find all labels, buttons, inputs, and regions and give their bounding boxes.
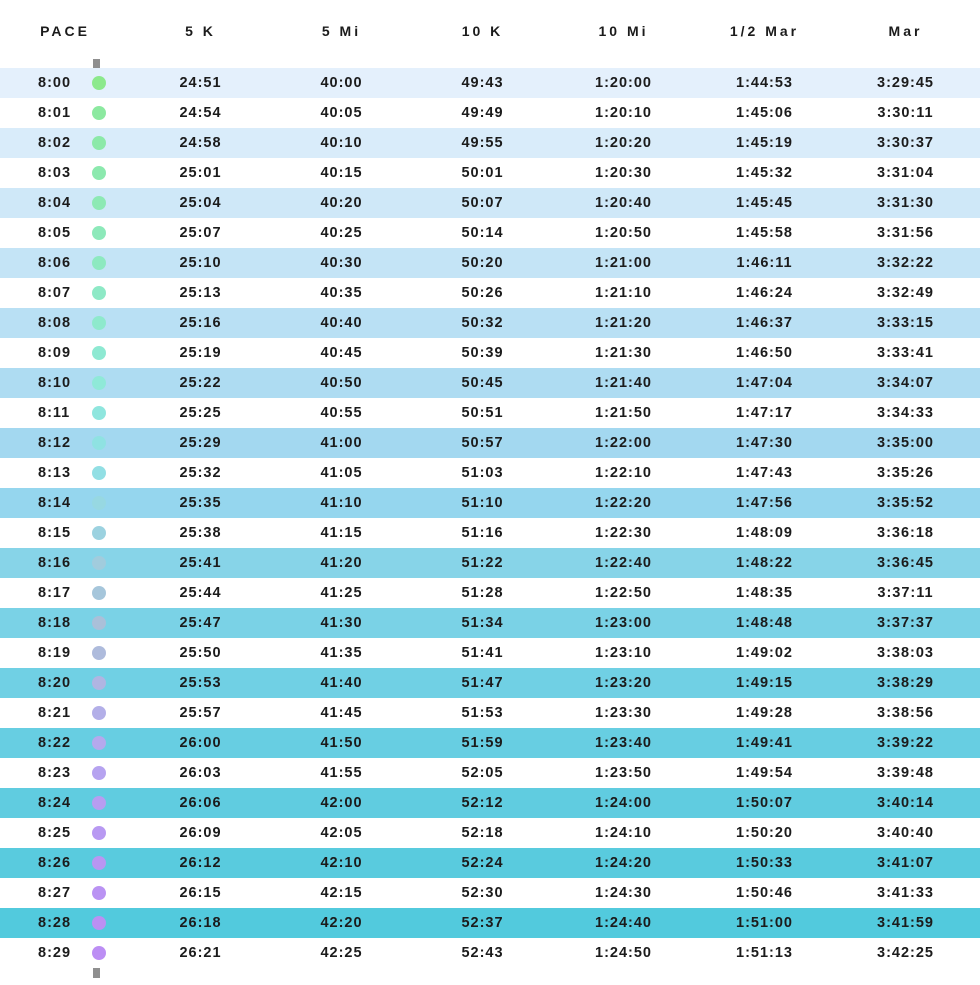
time-cell: 3:31:04 xyxy=(877,165,934,181)
time-cell: 1:48:35 xyxy=(736,585,793,601)
time-cell: 26:12 xyxy=(179,855,222,871)
table-row xyxy=(0,488,980,518)
time-cell: 1:45:06 xyxy=(736,105,793,121)
time-cell: 1:49:02 xyxy=(736,645,793,661)
time-cell: 52:12 xyxy=(461,795,504,811)
table-row xyxy=(0,188,980,218)
time-cell: 1:23:00 xyxy=(595,615,652,631)
time-cell: 1:20:40 xyxy=(595,195,652,211)
time-cell: 26:21 xyxy=(179,945,222,961)
time-cell: 40:15 xyxy=(320,165,363,181)
pace-cell: 8:02 xyxy=(0,135,130,151)
time-cell: 3:35:00 xyxy=(877,435,934,451)
time-cell: 1:49:41 xyxy=(736,735,793,751)
time-cell: 3:30:11 xyxy=(877,105,934,121)
time-cell: 41:25 xyxy=(320,585,363,601)
time-cell: 50:14 xyxy=(461,225,504,241)
table-row xyxy=(0,938,980,968)
time-cell: 50:39 xyxy=(461,345,504,361)
time-cell: 3:38:03 xyxy=(877,645,934,661)
pace-marker-dot-icon xyxy=(92,286,106,300)
pace-cell: 8:00 xyxy=(0,75,130,91)
pace-cell: 8:19 xyxy=(0,645,130,661)
time-cell: 3:41:59 xyxy=(877,915,934,931)
time-cell: 25:44 xyxy=(179,585,222,601)
time-cell: 1:51:13 xyxy=(736,945,793,961)
pace-marker-dot-icon xyxy=(92,376,106,390)
pace-cell: 8:01 xyxy=(0,105,130,121)
pace-marker-dot-icon xyxy=(92,916,106,930)
time-cell: 1:23:30 xyxy=(595,705,652,721)
pace-marker-dot-icon xyxy=(92,466,106,480)
time-cell: 51:16 xyxy=(461,525,504,541)
time-cell: 1:46:37 xyxy=(736,315,793,331)
time-cell: 25:29 xyxy=(179,435,222,451)
table-row xyxy=(0,248,980,278)
pace-marker-dot-icon xyxy=(92,826,106,840)
time-cell: 1:47:17 xyxy=(736,405,793,421)
time-cell: 50:01 xyxy=(461,165,504,181)
time-cell: 1:22:10 xyxy=(595,465,652,481)
time-cell: 1:22:40 xyxy=(595,555,652,571)
pace-cell: 8:29 xyxy=(0,945,130,961)
table-row xyxy=(0,728,980,758)
pace-cell: 8:06 xyxy=(0,255,130,271)
time-cell: 1:21:00 xyxy=(595,255,652,271)
time-cell: 3:34:07 xyxy=(877,375,934,391)
table-row xyxy=(0,788,980,818)
time-cell: 1:20:20 xyxy=(595,135,652,151)
time-cell: 24:51 xyxy=(179,75,222,91)
time-cell: 24:54 xyxy=(179,105,222,121)
table-row xyxy=(0,128,980,158)
table-row xyxy=(0,518,980,548)
pace-cell: 8:04 xyxy=(0,195,130,211)
pace-cell: 8:12 xyxy=(0,435,130,451)
time-cell: 3:37:37 xyxy=(877,615,934,631)
table-row xyxy=(0,698,980,728)
time-cell: 1:50:07 xyxy=(736,795,793,811)
time-cell: 41:15 xyxy=(320,525,363,541)
time-cell: 1:24:10 xyxy=(595,825,652,841)
time-cell: 42:15 xyxy=(320,885,363,901)
time-cell: 1:50:33 xyxy=(736,855,793,871)
time-cell: 3:30:37 xyxy=(877,135,934,151)
pace-cell: 8:05 xyxy=(0,225,130,241)
time-cell: 41:55 xyxy=(320,765,363,781)
table-row xyxy=(0,758,980,788)
time-cell: 3:35:26 xyxy=(877,465,934,481)
time-cell: 42:00 xyxy=(320,795,363,811)
pace-marker-dot-icon xyxy=(92,526,106,540)
time-cell: 41:35 xyxy=(320,645,363,661)
pace-marker-dot-icon xyxy=(92,316,106,330)
time-cell: 1:45:19 xyxy=(736,135,793,151)
column-header-5mi: 5 Mi xyxy=(321,23,362,39)
time-cell: 1:49:54 xyxy=(736,765,793,781)
pace-cell: 8:21 xyxy=(0,705,130,721)
time-cell: 50:32 xyxy=(461,315,504,331)
column-header-10mi: 10 Mi xyxy=(598,23,649,39)
column-header-5k: 5 K xyxy=(185,23,216,39)
column-header-pace: PACE xyxy=(40,23,90,39)
time-cell: 3:39:48 xyxy=(877,765,934,781)
time-cell: 1:47:43 xyxy=(736,465,793,481)
time-cell: 1:22:20 xyxy=(595,495,652,511)
time-cell: 41:20 xyxy=(320,555,363,571)
time-cell: 1:21:30 xyxy=(595,345,652,361)
pace-marker-dot-icon xyxy=(92,496,106,510)
pace-cell: 8:23 xyxy=(0,765,130,781)
time-cell: 1:20:50 xyxy=(595,225,652,241)
time-cell: 3:39:22 xyxy=(877,735,934,751)
time-cell: 1:24:50 xyxy=(595,945,652,961)
table-row xyxy=(0,68,980,98)
time-cell: 40:05 xyxy=(320,105,363,121)
time-cell: 3:32:22 xyxy=(877,255,934,271)
time-cell: 41:45 xyxy=(320,705,363,721)
pace-marker-dot-icon xyxy=(92,796,106,810)
pace-cell: 8:09 xyxy=(0,345,130,361)
table-row xyxy=(0,668,980,698)
time-cell: 40:50 xyxy=(320,375,363,391)
time-cell: 3:34:33 xyxy=(877,405,934,421)
pace-cell: 8:14 xyxy=(0,495,130,511)
pace-marker-dot-icon xyxy=(92,226,106,240)
time-cell: 3:37:11 xyxy=(877,585,934,601)
pace-cell: 8:27 xyxy=(0,885,130,901)
time-cell: 25:38 xyxy=(179,525,222,541)
pace-cell: 8:13 xyxy=(0,465,130,481)
pace-cell: 8:22 xyxy=(0,735,130,751)
time-cell: 1:48:09 xyxy=(736,525,793,541)
time-cell: 51:28 xyxy=(461,585,504,601)
time-cell: 42:10 xyxy=(320,855,363,871)
pace-marker-dot-icon xyxy=(92,766,106,780)
table-row xyxy=(0,218,980,248)
time-cell: 3:41:33 xyxy=(877,885,934,901)
pace-marker-dot-icon xyxy=(92,886,106,900)
time-cell: 3:31:30 xyxy=(877,195,934,211)
time-cell: 3:36:18 xyxy=(877,525,934,541)
table-row xyxy=(0,638,980,668)
pace-marker-dot-icon xyxy=(92,556,106,570)
time-cell: 1:22:30 xyxy=(595,525,652,541)
table-row xyxy=(0,278,980,308)
time-cell: 42:25 xyxy=(320,945,363,961)
time-cell: 1:20:10 xyxy=(595,105,652,121)
time-cell: 49:55 xyxy=(461,135,504,151)
time-cell: 3:35:52 xyxy=(877,495,934,511)
time-cell: 41:40 xyxy=(320,675,363,691)
time-cell: 51:53 xyxy=(461,705,504,721)
time-cell: 41:10 xyxy=(320,495,363,511)
time-cell: 50:07 xyxy=(461,195,504,211)
pace-cell: 8:24 xyxy=(0,795,130,811)
pace-cell: 8:15 xyxy=(0,525,130,541)
time-cell: 51:47 xyxy=(461,675,504,691)
time-cell: 52:05 xyxy=(461,765,504,781)
time-cell: 1:21:40 xyxy=(595,375,652,391)
time-cell: 51:03 xyxy=(461,465,504,481)
time-cell: 25:25 xyxy=(179,405,222,421)
pace-marker-dot-icon xyxy=(92,646,106,660)
time-cell: 25:07 xyxy=(179,225,222,241)
table-row xyxy=(0,548,980,578)
time-cell: 51:22 xyxy=(461,555,504,571)
pace-marker-dot-icon xyxy=(92,616,106,630)
time-cell: 25:22 xyxy=(179,375,222,391)
time-cell: 1:24:30 xyxy=(595,885,652,901)
time-cell: 26:09 xyxy=(179,825,222,841)
pace-marker-dot-icon xyxy=(92,736,106,750)
time-cell: 1:23:40 xyxy=(595,735,652,751)
time-cell: 1:49:28 xyxy=(736,705,793,721)
time-cell: 1:48:48 xyxy=(736,615,793,631)
time-cell: 41:50 xyxy=(320,735,363,751)
time-cell: 41:05 xyxy=(320,465,363,481)
time-cell: 1:45:58 xyxy=(736,225,793,241)
table-row xyxy=(0,398,980,428)
pace-cell: 8:10 xyxy=(0,375,130,391)
pace-marker-dot-icon xyxy=(92,76,106,90)
time-cell: 3:41:07 xyxy=(877,855,934,871)
pace-cell: 8:17 xyxy=(0,585,130,601)
pace-marker-dot-icon xyxy=(92,196,106,210)
pace-marker-dot-icon xyxy=(92,946,106,960)
time-cell: 3:29:45 xyxy=(877,75,934,91)
time-cell: 25:19 xyxy=(179,345,222,361)
pace-marker-dot-icon xyxy=(92,676,106,690)
time-cell: 1:20:00 xyxy=(595,75,652,91)
time-cell: 41:00 xyxy=(320,435,363,451)
time-cell: 51:41 xyxy=(461,645,504,661)
time-cell: 52:43 xyxy=(461,945,504,961)
time-cell: 40:55 xyxy=(320,405,363,421)
time-cell: 1:46:24 xyxy=(736,285,793,301)
pace-cell: 8:16 xyxy=(0,555,130,571)
time-cell: 1:51:00 xyxy=(736,915,793,931)
pace-cell: 8:18 xyxy=(0,615,130,631)
pace-cell: 8:03 xyxy=(0,165,130,181)
pace-marker-dot-icon xyxy=(92,436,106,450)
time-cell: 1:46:11 xyxy=(736,255,793,271)
pace-marker-dot-icon xyxy=(92,706,106,720)
time-cell: 52:37 xyxy=(461,915,504,931)
time-cell: 1:48:22 xyxy=(736,555,793,571)
time-cell: 25:16 xyxy=(179,315,222,331)
time-cell: 52:30 xyxy=(461,885,504,901)
time-cell: 25:32 xyxy=(179,465,222,481)
time-cell: 3:40:40 xyxy=(877,825,934,841)
table-row xyxy=(0,158,980,188)
table-row xyxy=(0,338,980,368)
table-row xyxy=(0,908,980,938)
time-cell: 1:21:10 xyxy=(595,285,652,301)
time-cell: 3:32:49 xyxy=(877,285,934,301)
time-cell: 1:50:46 xyxy=(736,885,793,901)
time-cell: 1:47:30 xyxy=(736,435,793,451)
time-cell: 40:20 xyxy=(320,195,363,211)
table-row xyxy=(0,608,980,638)
time-cell: 51:59 xyxy=(461,735,504,751)
time-cell: 26:18 xyxy=(179,915,222,931)
time-cell: 26:00 xyxy=(179,735,222,751)
pace-cell: 8:08 xyxy=(0,315,130,331)
table-row xyxy=(0,818,980,848)
time-cell: 25:04 xyxy=(179,195,222,211)
time-cell: 42:05 xyxy=(320,825,363,841)
time-cell: 25:10 xyxy=(179,255,222,271)
time-cell: 3:42:25 xyxy=(877,945,934,961)
time-cell: 25:01 xyxy=(179,165,222,181)
pace-marker-dot-icon xyxy=(92,346,106,360)
column-header-marathon: Mar xyxy=(888,23,923,39)
time-cell: 25:35 xyxy=(179,495,222,511)
table-header-row xyxy=(0,0,980,52)
time-cell: 3:38:29 xyxy=(877,675,934,691)
time-cell: 1:22:50 xyxy=(595,585,652,601)
time-cell: 3:33:15 xyxy=(877,315,934,331)
time-cell: 26:06 xyxy=(179,795,222,811)
time-cell: 49:49 xyxy=(461,105,504,121)
time-cell: 40:30 xyxy=(320,255,363,271)
pace-marker-dot-icon xyxy=(92,256,106,270)
table-row xyxy=(0,848,980,878)
table-row xyxy=(0,98,980,128)
time-cell: 51:34 xyxy=(461,615,504,631)
time-cell: 40:25 xyxy=(320,225,363,241)
time-cell: 3:38:56 xyxy=(877,705,934,721)
pace-marker-dot-icon xyxy=(92,136,106,150)
table-row xyxy=(0,458,980,488)
time-cell: 50:26 xyxy=(461,285,504,301)
time-cell: 1:24:40 xyxy=(595,915,652,931)
time-cell: 50:45 xyxy=(461,375,504,391)
pace-cell: 8:26 xyxy=(0,855,130,871)
time-cell: 40:35 xyxy=(320,285,363,301)
column-header-10k: 10 K xyxy=(461,23,504,39)
time-cell: 52:18 xyxy=(461,825,504,841)
time-cell: 25:57 xyxy=(179,705,222,721)
time-cell: 25:53 xyxy=(179,675,222,691)
pace-marker-dot-icon xyxy=(92,406,106,420)
time-cell: 1:50:20 xyxy=(736,825,793,841)
time-cell: 1:23:20 xyxy=(595,675,652,691)
time-cell: 1:21:50 xyxy=(595,405,652,421)
time-cell: 3:31:56 xyxy=(877,225,934,241)
time-cell: 1:47:04 xyxy=(736,375,793,391)
time-cell: 40:40 xyxy=(320,315,363,331)
time-cell: 40:10 xyxy=(320,135,363,151)
time-cell: 40:45 xyxy=(320,345,363,361)
time-cell: 49:43 xyxy=(461,75,504,91)
time-cell: 1:46:50 xyxy=(736,345,793,361)
time-cell: 3:36:45 xyxy=(877,555,934,571)
time-cell: 1:23:10 xyxy=(595,645,652,661)
column-header-half-marathon: 1/2 Mar xyxy=(729,23,800,39)
time-cell: 1:24:20 xyxy=(595,855,652,871)
pace-cell: 8:07 xyxy=(0,285,130,301)
pace-marker-dot-icon xyxy=(92,166,106,180)
table-row xyxy=(0,368,980,398)
time-cell: 1:20:30 xyxy=(595,165,652,181)
time-cell: 52:24 xyxy=(461,855,504,871)
time-cell: 42:20 xyxy=(320,915,363,931)
time-cell: 26:15 xyxy=(179,885,222,901)
time-cell: 25:50 xyxy=(179,645,222,661)
table-row xyxy=(0,578,980,608)
time-cell: 1:21:20 xyxy=(595,315,652,331)
time-cell: 40:00 xyxy=(320,75,363,91)
time-cell: 3:40:14 xyxy=(877,795,934,811)
time-cell: 24:58 xyxy=(179,135,222,151)
time-cell: 25:41 xyxy=(179,555,222,571)
time-cell: 41:30 xyxy=(320,615,363,631)
time-cell: 1:45:45 xyxy=(736,195,793,211)
time-cell: 1:23:50 xyxy=(595,765,652,781)
time-cell: 25:13 xyxy=(179,285,222,301)
table-body xyxy=(0,68,980,968)
time-cell: 1:22:00 xyxy=(595,435,652,451)
pace-marker-dot-icon xyxy=(92,856,106,870)
table-row xyxy=(0,428,980,458)
table-row xyxy=(0,308,980,338)
time-cell: 51:10 xyxy=(461,495,504,511)
time-cell: 1:49:15 xyxy=(736,675,793,691)
time-cell: 1:47:56 xyxy=(736,495,793,511)
time-cell: 25:47 xyxy=(179,615,222,631)
time-cell: 50:57 xyxy=(461,435,504,451)
pace-cell: 8:25 xyxy=(0,825,130,841)
pace-marker-dot-icon xyxy=(92,106,106,120)
time-cell: 1:45:32 xyxy=(736,165,793,181)
pace-cell: 8:20 xyxy=(0,675,130,691)
pace-cell: 8:28 xyxy=(0,915,130,931)
time-cell: 1:44:53 xyxy=(736,75,793,91)
pace-marker-dot-icon xyxy=(92,586,106,600)
time-cell: 1:24:00 xyxy=(595,795,652,811)
time-cell: 3:33:41 xyxy=(877,345,934,361)
pace-cell: 8:11 xyxy=(0,405,130,421)
time-cell: 26:03 xyxy=(179,765,222,781)
time-cell: 50:51 xyxy=(461,405,504,421)
table-row xyxy=(0,878,980,908)
time-cell: 50:20 xyxy=(461,255,504,271)
